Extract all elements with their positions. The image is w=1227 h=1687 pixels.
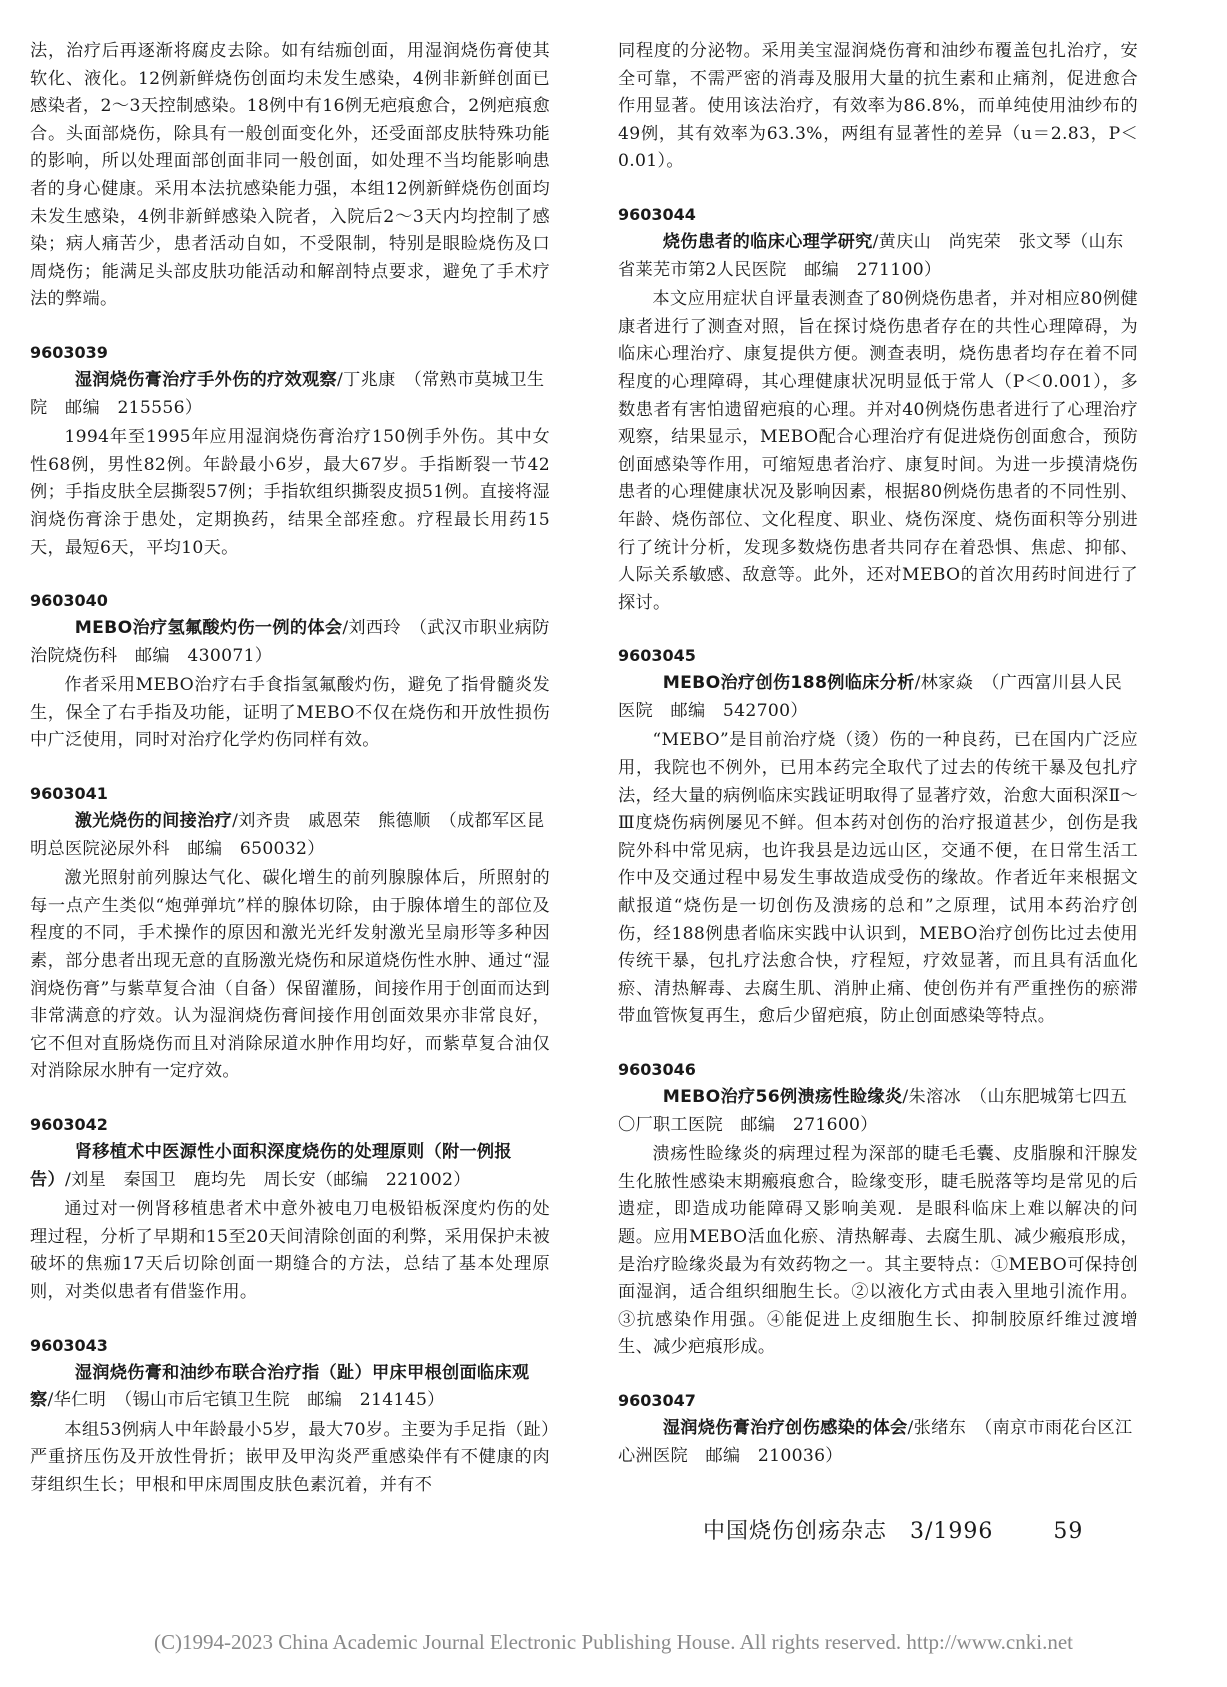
entry-body: 溃疡性睑缘炎的病理过程为深部的睫毛毛囊、皮脂腺和汗腺发生化脓性感染末期瘢痕愈合，睑缘变形，睫毛脱落等均是常见的后遗症，即造成功能障碍又影响美观．是眼科临床上难以解决的问题。应用MEBO活血化瘀、清热解毒、去腐生肌、减少瘢痕形成，是治疗睑缘炎最为有效药物之一。其主要特点：①MEBO可保持创面湿润，适合组织细胞生长。②以液化方式由表入里地引流作用。③抗感染作用强。④能促进上皮细胞生长、抑制胶原纤维过渡增生、减少疤痕形成。 [618, 1144, 1138, 1358]
left-intro-paragraph: 法，治疗后再逐渐将腐皮去除。如有结痂创面，用湿润烧伤膏使其软化、液化。12例新鲜烧伤创面均未发生感染，4例非新鲜创面已感染者，2～3天控制感染。18例中有16例无疤痕愈合，2例疤痕愈合。头面部烧伤，除具有一般创面变化外，还受面部皮肤特殊功能的影响，所以处理面部创面非同一般创面，如处理不当均能影响患者的身心健康。采用本法抗感染能力强，本组12例新鲜烧伤创面均未发生感染，4例非新鲜感染入院者，入院后2～3天内均控制了感染；病人痛苦少，患者活动自如，不受限制，特别是眼睑烧伤及口周烧伤；能满足头部皮肤功能活动和解剖特点要求，避免了手术疗法的弊端。 [30, 41, 550, 310]
right-intro-paragraph: 同程度的分泌物。采用美宝湿润烧伤膏和油纱布覆盖包扎治疗，安全可靠，不需严密的消毒及服用大量的抗生素和止痛剂，促进愈合作用显著。使用该法治疗，有效率为86.8%，而单纯使用油纱布的49例，其有效率为63.3%，两组有显著性的差异（u＝2.83，P＜0.01）。 [618, 41, 1138, 172]
entry-id: 9603043 [30, 1335, 108, 1355]
copyright-watermark: (C)1994-2023 China Academic Journal Electronic Publishing House. All rights reserved. http://www.cnki.net [154, 1630, 1073, 1654]
entry-id: 9603041 [30, 784, 108, 804]
entry-heading [30, 367, 550, 422]
entry-body: 通过对一例肾移植患者术中意外被电刀电极铅板深度灼伤的处理过程，分析了早期和15至20天间清除创面的利弊，采用保护未被破坏的焦痂17天后切除创面一期缝合的方法，总结了基本处理原则，对类似患者有借鉴作用。 [30, 1199, 550, 1302]
entry-title: MEBO治疗56例溃疡性睑缘炎 [662, 1087, 903, 1107]
entry-id: 9603046 [618, 1060, 696, 1079]
entry-title: MEBO治疗创伤188例临床分析 [662, 673, 915, 694]
entry-title: 湿润烧伤膏和油纱布联合治疗指（趾）甲床甲根创面临床观察 [30, 1362, 530, 1411]
entry-meta: /丁兆康 （常熟市莫城卫生院 邮编 215556） [30, 369, 545, 418]
entry-meta: /朱溶冰 （山东肥城第七四五〇厂职工医院 邮编 271600） [618, 1087, 1128, 1135]
entry-title: 激光烧伤的间接治疗 [74, 811, 233, 832]
entry-heading [30, 615, 550, 670]
abstract-entry [30, 340, 550, 562]
entry-id: 9603047 [618, 1390, 696, 1410]
entry-body: 激光照射前列腺达气化、碳化增生的前列腺腺体后，所照射的每一点产生类似“炮弹弹坑”样的腺体切除，由于腺体增生的部位及程度的不同，手术操作的原因和激光光纤发射激光呈扇形等多种因素，部分患者出现无意的直肠激光烧伤和尿道烧伤性水肿、通过“湿润烧伤膏”与紫草复合油（自备）保留灌肠，间接作用于创面而达到非常满意的疗效。认为湿润烧伤膏间接作用创面效果亦非常良好，它不但对直肠烧伤而且对消除尿道水肿作用均好，而紫草复合油仅对消除尿水肿有一定疗效。 [30, 868, 550, 1082]
abstract-entry [618, 643, 1138, 1031]
entry-id: 9603045 [618, 646, 696, 666]
entry-meta: /林家焱 （广西富川县人民医院 邮编 542700） [618, 673, 1122, 721]
entry-body: “MEBO”是目前治疗烧（烫）伤的一种良药，已在国内广泛应用，我院也不例外，已用本药完全取代了过去的传统干暴及包扎疗法，经大量的病例临床实践证明取得了显著疗效，治愈大面积深Ⅱ～Ⅲ度烧伤病例屡见不鲜。但本药对创伤的治疗报道甚少，创伤是我院外科中常见病，也许我县是边远山区，交通不便，在日常生活工作中及交通过程中易发生事故造成受伤的缘故。作者近年来根据文献报道“烧伤是一切创伤及溃疡的总和”之原理，试用本药治疗创伤，经188例患者临床实践中认识到，MEBO治疗创伤比过去使用传统干暴，包扎疗法愈合快，疗程短，疗效显著，而且具有活血化瘀、清热解毒、去腐生肌、消肿止痛、使创伤并有严重挫伤的瘀滞带血管恢复再生，愈后少留疤痕，防止创面感染等特点。 [618, 730, 1138, 1027]
page-number: 59 [1053, 1519, 1084, 1544]
entry-heading [618, 670, 1138, 725]
entry-title: 肾移植术中医源性小面积深度烧伤的处理原则（附一例报告） [30, 1142, 512, 1190]
entry-title: 烧伤患者的临床心理学研究 [662, 231, 873, 252]
entry-body: 本组53例病人中年龄最小5岁，最大70岁。主要为手足指（趾）严重挤压伤及开放性骨折；嵌甲及甲沟炎严重感染伴有不健康的肉芽组织生长；甲根和甲床周围皮肤色素沉着，并有不 [30, 1419, 550, 1495]
entry-title: 湿润烧伤膏治疗手外伤的疗效观察 [74, 369, 338, 390]
entry-heading [618, 1084, 1138, 1139]
left-column [30, 38, 550, 1500]
entry-meta: /刘齐贵 戚恩荣 熊德顺 （成都军区昆明总医院泌尿外科 邮编 650032） [30, 811, 545, 859]
entry-meta: /黄庆山 尚宪荣 张文琴（山东省莱芜市第2人民医院 邮编 271100） [618, 231, 1124, 280]
abstract-entry [30, 1333, 550, 1500]
entry-heading [618, 229, 1138, 284]
entry-id: 9603040 [30, 591, 108, 611]
abstract-entry [30, 1112, 550, 1307]
abstract-entry [30, 781, 550, 1086]
entry-heading [618, 1415, 1138, 1470]
journal-name: 中国烧伤创疡杂志 3/1996 [703, 1519, 994, 1544]
entry-meta: /刘星 秦国卫 鹿均先 周长安（邮编 221002） [64, 1169, 471, 1190]
entry-meta: /张绪东 （南京市雨花台区江心洲医院 邮编 210036） [618, 1417, 1133, 1466]
abstract-entry [618, 1057, 1138, 1362]
entry-meta: /刘西玲 （武汉市职业病防治院烧伤科 邮编 430071） [30, 618, 550, 666]
entry-id: 9603044 [618, 204, 696, 224]
entry-title: 湿润烧伤膏治疗创伤感染的体会 [662, 1417, 908, 1438]
abstract-entry [30, 588, 550, 755]
entry-body: 本文应用症状自评量表测查了80例烧伤患者，并对相应80例健康者进行了测查对照，旨在探讨烧伤患者存在的共性心理障碍，为临床心理治疗、康复提供方便。测查表明，烧伤患者均存在着不同程度的心理障碍，其心理健康状况明显低于常人（P＜0.001），多数患者有害怕遗留疤痕的心理。并对40例烧伤患者进行了心理治疗观察，结果显示，MEBO配合心理治疗有促进烧伤创面愈合，预防创面感染等作用，可缩短患者治疗、康复时间。为进一步摸清烧伤患者的心理健康状况及影响因素，根据80例烧伤患者的不同性别、年龄、烧伤部位、文化程度、职业、烧伤深度、烧伤面积等分别进行了统计分析，发现多数烧伤患者共同存在着恐惧、焦虑、抑郁、人际关系敏感、敌意等。此外，还对MEBO的首次用药时间进行了探讨。 [618, 289, 1138, 613]
abstract-entry [618, 1388, 1138, 1470]
entry-title: MEBO治疗氢氟酸灼伤一例的体会 [74, 618, 343, 639]
entry-heading [30, 1360, 550, 1415]
entry-body: 作者采用MEBO治疗右手食指氢氟酸灼伤，避免了指骨髓炎发生，保全了右手指及功能，证明了MEBO不仅在烧伤和开放性损伤中广泛使用，同时对治疗化学灼伤同样有效。 [30, 675, 550, 751]
right-column [618, 38, 1138, 1470]
entry-heading [30, 1139, 550, 1194]
entry-body: 1994年至1995年应用湿润烧伤膏治疗150例手外伤。其中女性68例，男性82例。年龄最小6岁，最大67岁。手指断裂一节42例；手指皮肤全层撕裂57例；手指软组织撕裂皮损51例。直接将湿润烧伤膏涂于患处，定期换药，结果全部痊愈。疗程最长用药15天，最短6天，平均10天。 [30, 427, 550, 558]
entry-id: 9603039 [30, 342, 108, 362]
page-footer [703, 1514, 1083, 1545]
entry-meta: /华仁明 （锡山市后宅镇卫生院 邮编 214145） [47, 1390, 445, 1411]
entry-heading [30, 808, 550, 863]
entry-id: 9603042 [30, 1115, 108, 1134]
abstract-entry [618, 202, 1138, 617]
